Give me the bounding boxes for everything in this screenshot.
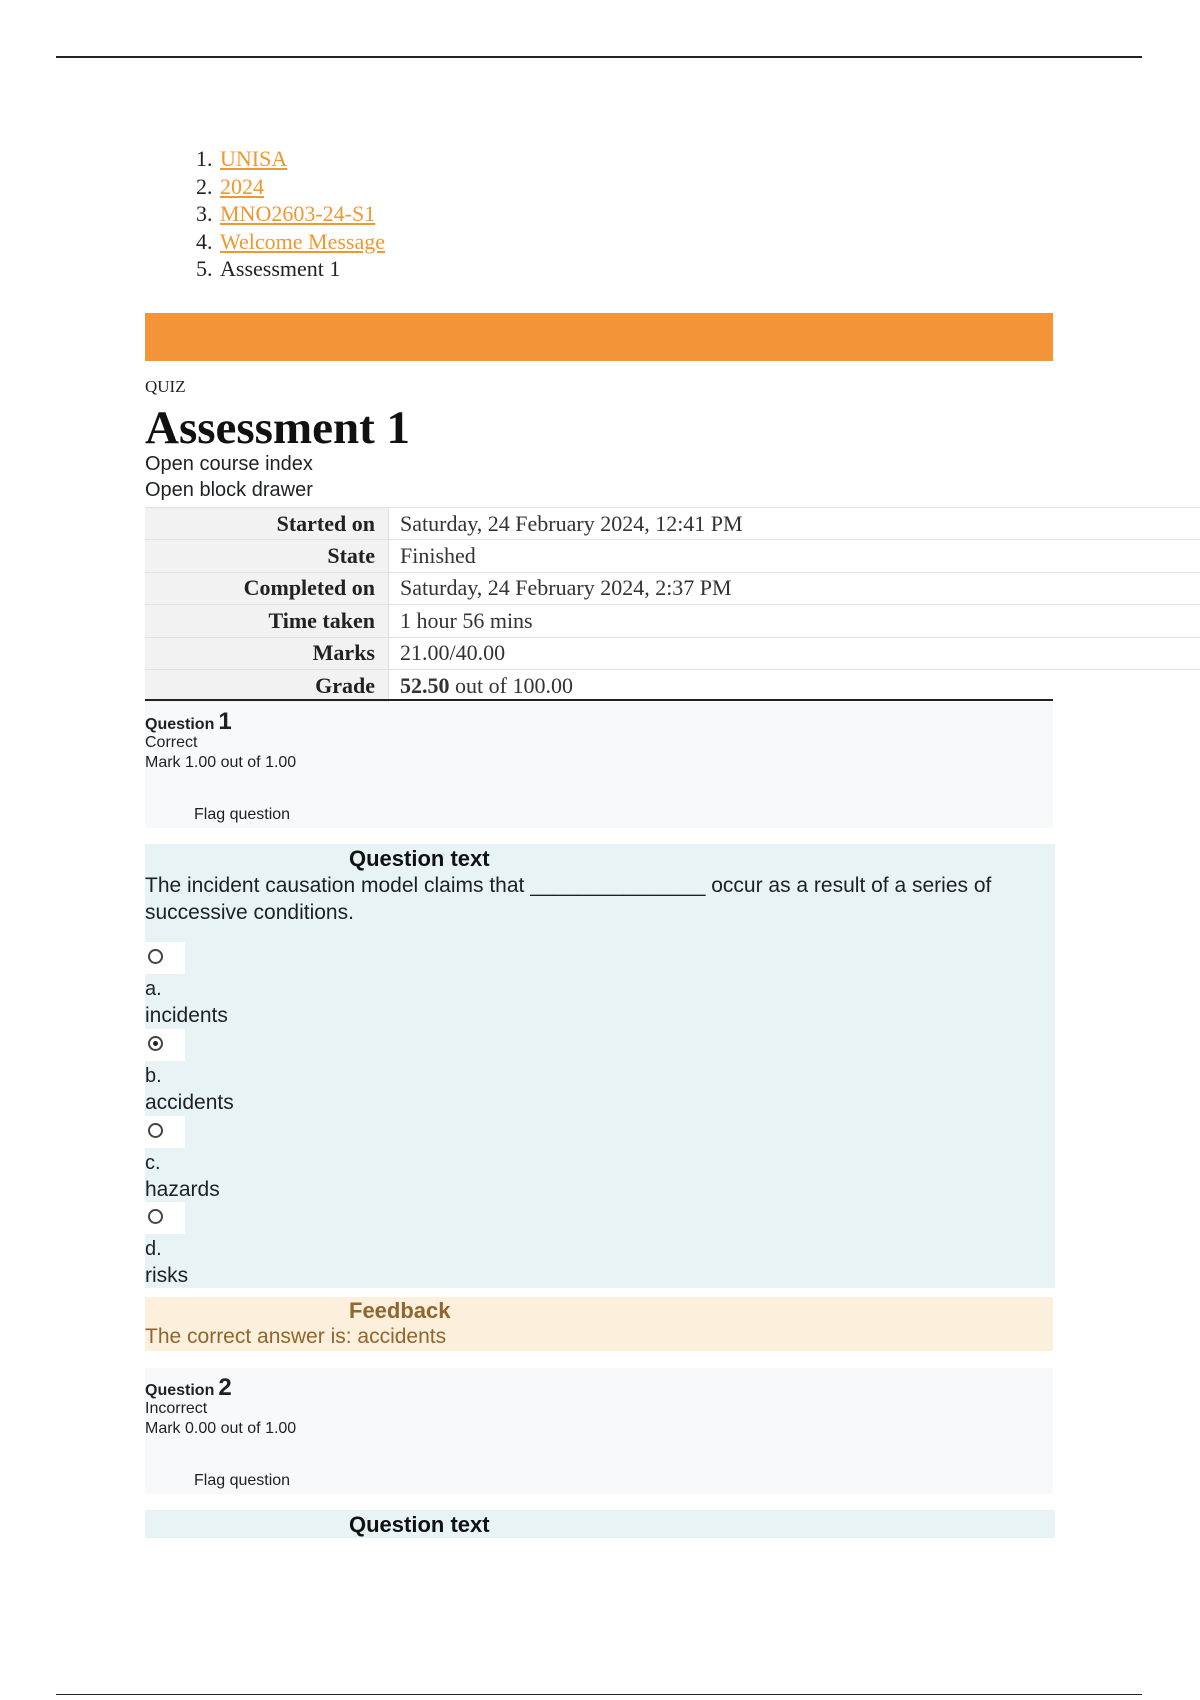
question-2-content <box>145 1510 1055 1538</box>
breadcrumb <box>180 145 385 283</box>
summary-label: Started on <box>145 508 389 540</box>
radio-container <box>145 942 185 974</box>
answer-text: incidents <box>145 1004 228 1027</box>
summary-divider <box>145 699 1053 701</box>
attempt-summary-table <box>145 507 1200 702</box>
activity-type-label: QUIZ <box>145 377 186 396</box>
question-text-heading: Question text <box>349 1512 490 1537</box>
question-text: The incident causation model claims that _______________ occur as a result of a series of successive conditions. <box>145 874 992 924</box>
summary-value: Saturday, 24 February 2024, 12:41 PM <box>400 510 743 536</box>
answer-letter: d. <box>145 1238 162 1260</box>
flag-question-button[interactable]: Flag question <box>194 1472 291 1489</box>
course-banner <box>145 313 1053 361</box>
summary-label: Time taken <box>145 605 389 637</box>
summary-value: 21.00/40.00 <box>400 640 506 666</box>
breadcrumb-item <box>218 228 385 256</box>
breadcrumb-link-year[interactable]: 2024 <box>220 173 264 199</box>
summary-row <box>145 540 1200 572</box>
question-1-feedback <box>145 1297 1053 1351</box>
answer-text: hazards <box>145 1178 220 1201</box>
breadcrumb-current: Assessment 1 <box>220 256 341 281</box>
open-block-drawer-button[interactable]: Open block drawer <box>145 479 313 501</box>
radio-container <box>145 1202 185 1234</box>
radio-button[interactable] <box>148 1209 163 1224</box>
breadcrumb-link-unisa[interactable]: UNISA <box>220 146 288 171</box>
question-text-heading: Question text <box>349 846 490 871</box>
question-number <box>145 708 232 736</box>
question-number-value: 1 <box>218 708 232 735</box>
question-grade: Mark 1.00 out of 1.00 <box>145 754 297 771</box>
summary-label: State <box>145 540 389 572</box>
feedback-text: The correct answer is: accidents <box>145 1325 447 1348</box>
grade-suffix: out of 100.00 <box>449 672 573 698</box>
question-1-info <box>145 702 1053 828</box>
question-prefix: Question <box>145 1382 215 1399</box>
radio-container <box>145 1029 185 1061</box>
summary-row <box>145 508 1200 540</box>
page-title: Assessment 1 <box>145 402 411 454</box>
top-rule <box>56 56 1142 58</box>
grade-score: 52.50 <box>400 672 450 698</box>
answer-letter: c. <box>145 1152 161 1174</box>
summary-label: Completed on <box>145 572 389 604</box>
radio-button[interactable] <box>148 949 163 964</box>
answer-letter: a. <box>145 978 162 1000</box>
summary-value: Finished <box>400 543 476 569</box>
answer-text: risks <box>145 1264 189 1287</box>
radio-container <box>145 1116 185 1148</box>
answer-letter: b. <box>145 1065 162 1087</box>
question-state: Incorrect <box>145 1400 208 1417</box>
question-state: Correct <box>145 734 198 751</box>
breadcrumb-link-course[interactable]: MNO2603-24-S1 <box>220 201 376 226</box>
bottom-rule <box>56 1694 1142 1695</box>
breadcrumb-item <box>218 255 385 283</box>
question-number-value: 2 <box>218 1374 232 1401</box>
answer-text: accidents <box>145 1091 234 1114</box>
summary-value: Saturday, 24 February 2024, 2:37 PM <box>400 575 732 601</box>
summary-label: Marks <box>145 637 389 669</box>
summary-value <box>389 669 1200 701</box>
question-1-content <box>145 844 1055 1288</box>
summary-row <box>145 605 1200 637</box>
feedback-heading: Feedback <box>349 1298 451 1323</box>
summary-label: Grade <box>145 669 389 701</box>
summary-value: 1 hour 56 mins <box>400 607 533 633</box>
question-prefix: Question <box>145 716 215 733</box>
breadcrumb-item <box>218 173 385 201</box>
breadcrumb-link-welcome[interactable]: Welcome Message <box>220 228 385 254</box>
question-number <box>145 1374 232 1402</box>
summary-row <box>145 637 1200 669</box>
breadcrumb-item <box>218 200 385 228</box>
radio-button-selected[interactable] <box>148 1036 163 1051</box>
question-grade: Mark 0.00 out of 1.00 <box>145 1420 297 1437</box>
question-2-info <box>145 1368 1053 1494</box>
flag-question-button[interactable]: Flag question <box>194 806 291 823</box>
open-course-index-button[interactable]: Open course index <box>145 453 313 475</box>
summary-row <box>145 572 1200 604</box>
breadcrumb-item <box>218 145 385 173</box>
summary-row-grade <box>145 669 1200 701</box>
radio-button[interactable] <box>148 1123 163 1138</box>
